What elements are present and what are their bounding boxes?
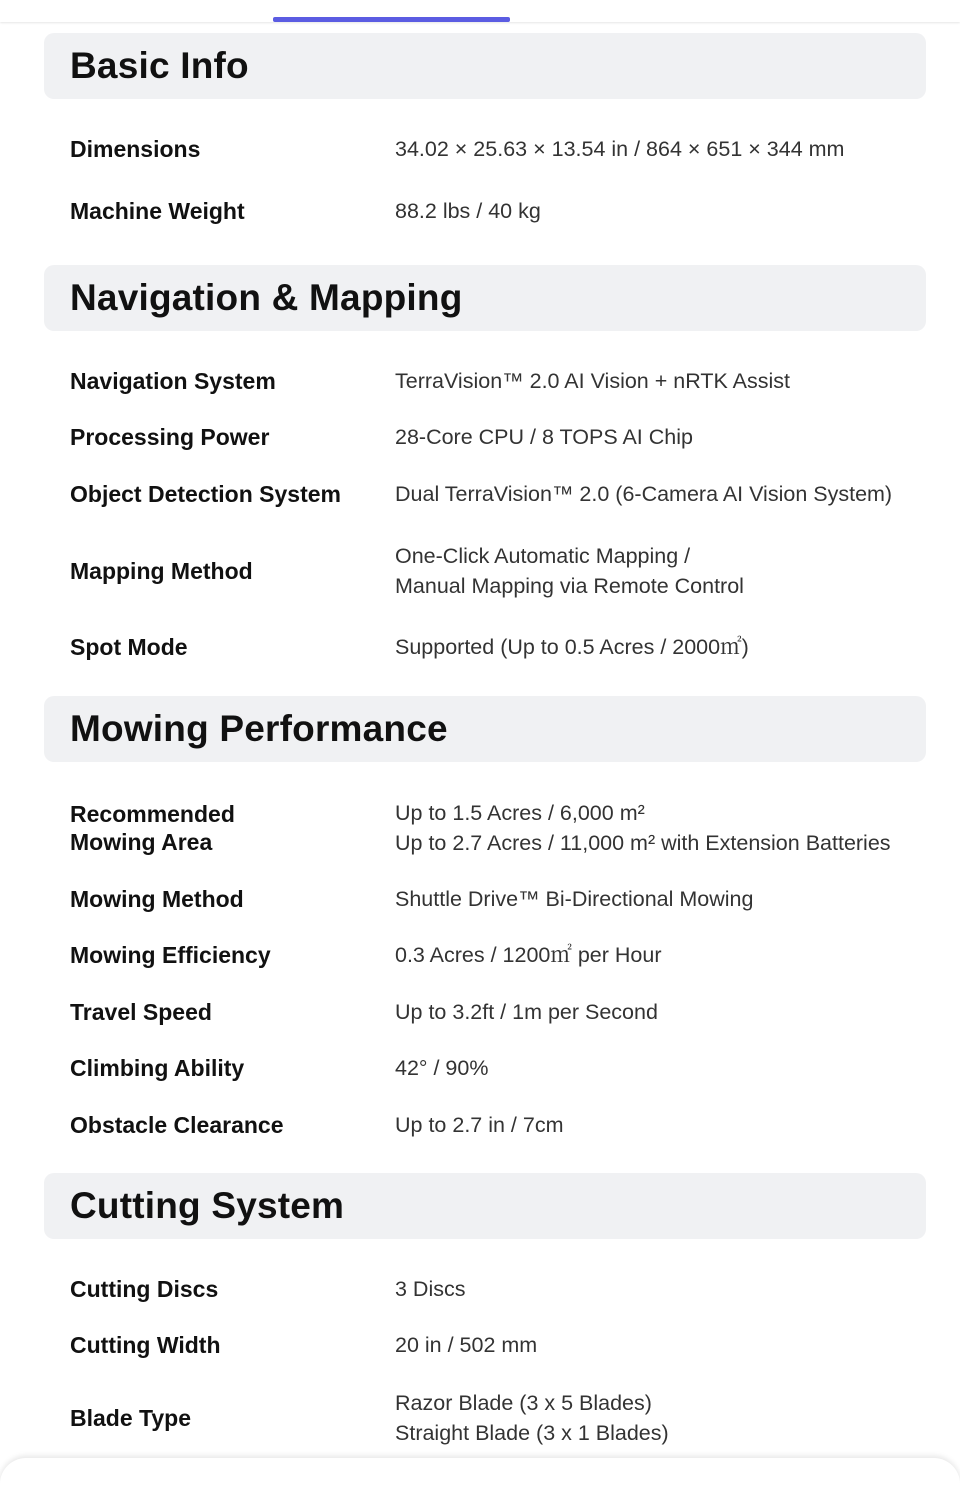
spec-label: Obstacle Clearance: [70, 1112, 284, 1138]
spec-value: [395, 798, 891, 858]
spec-value: Up to 3.2ft / 1m per Second: [395, 1000, 658, 1024]
spec-value: 20 in / 502 mm: [395, 1333, 538, 1357]
spec-label: Cutting Width: [70, 1332, 221, 1358]
section-title: Basic Info: [70, 45, 249, 86]
spec-row-processing-power: [70, 422, 930, 452]
section-header-mowing-performance: [44, 696, 926, 762]
spec-value: 28-Core CPU / 8 TOPS AI Chip: [395, 425, 693, 449]
spec-value-line: Straight Blade (3 x 1 Blades): [395, 1421, 669, 1445]
spec-value: Dual TerraVision™ 2.0 (6-Camera AI Vision System): [395, 482, 893, 506]
section-header-cutting-system: [44, 1173, 926, 1239]
spec-row-blade-type: [70, 1387, 930, 1449]
spec-value: 88.2 lbs / 40 kg: [395, 199, 541, 223]
spec-value-line: One-Click Automatic Mapping /: [395, 544, 691, 568]
spec-label: Travel Speed: [70, 999, 212, 1025]
spec-value: 3 Discs: [395, 1277, 466, 1301]
spec-row-climbing-ability: [70, 1053, 930, 1083]
spec-value-line: Up to 2.7 Acres / 11,000 m² with Extension Batteries: [395, 831, 891, 855]
spec-label: Object Detection System: [70, 481, 341, 507]
spec-row-cutting-width: [70, 1330, 930, 1360]
spec-label: Mowing Method: [70, 886, 244, 912]
spec-value: 42° / 90%: [395, 1056, 489, 1080]
spec-value-line: Razor Blade (3 x 5 Blades): [395, 1391, 652, 1415]
spec-value: Shuttle Drive™ Bi-Directional Mowing: [395, 887, 754, 911]
spec-label: Processing Power: [70, 424, 270, 450]
spec-row-obstacle-clearance: [70, 1110, 930, 1140]
spec-value: 0.3 Acres / 1200㎡ per Hour: [395, 943, 662, 967]
spec-row-spot-mode: [70, 632, 930, 662]
section-title: Cutting System: [70, 1185, 345, 1226]
spec-row-navigation-system: [70, 366, 930, 396]
spec-row-mapping-method: [70, 540, 930, 602]
spec-label: Climbing Ability: [70, 1055, 245, 1081]
spec-value-line: Up to 1.5 Acres / 6,000 m²: [395, 801, 645, 825]
spec-label: Mapping Method: [70, 558, 253, 584]
spec-label: Mowing Efficiency: [70, 942, 271, 968]
spec-row-cutting-discs: [70, 1274, 930, 1304]
spec-row-travel-speed: [70, 997, 930, 1027]
section-title: Mowing Performance: [70, 708, 448, 749]
spec-label: Spot Mode: [70, 634, 188, 660]
spec-label: [70, 800, 395, 856]
spec-label: Dimensions: [70, 136, 201, 162]
spec-label: Cutting Discs: [70, 1276, 219, 1302]
spec-value: [395, 541, 744, 601]
spec-label: Machine Weight: [70, 198, 245, 224]
spec-row-machine-weight: [70, 196, 930, 226]
spec-row-recommended-mowing-area: [70, 797, 930, 859]
spec-row-object-detection: [70, 479, 930, 509]
section-title: Navigation & Mapping: [70, 277, 463, 318]
spec-row-mowing-method: [70, 884, 930, 914]
spec-label: Blade Type: [70, 1405, 191, 1431]
spec-value: Up to 2.7 in / 7cm: [395, 1113, 564, 1137]
section-header-navigation-mapping: [44, 265, 926, 331]
spec-value-line: Manual Mapping via Remote Control: [395, 574, 744, 598]
spec-value: [395, 1388, 669, 1448]
spec-value: 34.02 × 25.63 × 13.54 in / 864 × 651 × 344 mm: [395, 137, 845, 161]
section-header-basic-info: [44, 33, 926, 99]
spec-row-dimensions: [70, 134, 930, 164]
active-tab-indicator: [273, 17, 510, 22]
spec-row-mowing-efficiency: [70, 940, 930, 970]
spec-label-line: Mowing Area: [70, 829, 213, 855]
spec-value: TerraVision™ 2.0 AI Vision + nRTK Assist: [395, 369, 790, 393]
spec-value: Supported (Up to 0.5 Acres / 2000㎡): [395, 635, 749, 659]
spec-label: Navigation System: [70, 368, 276, 394]
spec-label-line: Recommended: [70, 801, 235, 827]
bottom-sheet-edge: [0, 1458, 960, 1498]
